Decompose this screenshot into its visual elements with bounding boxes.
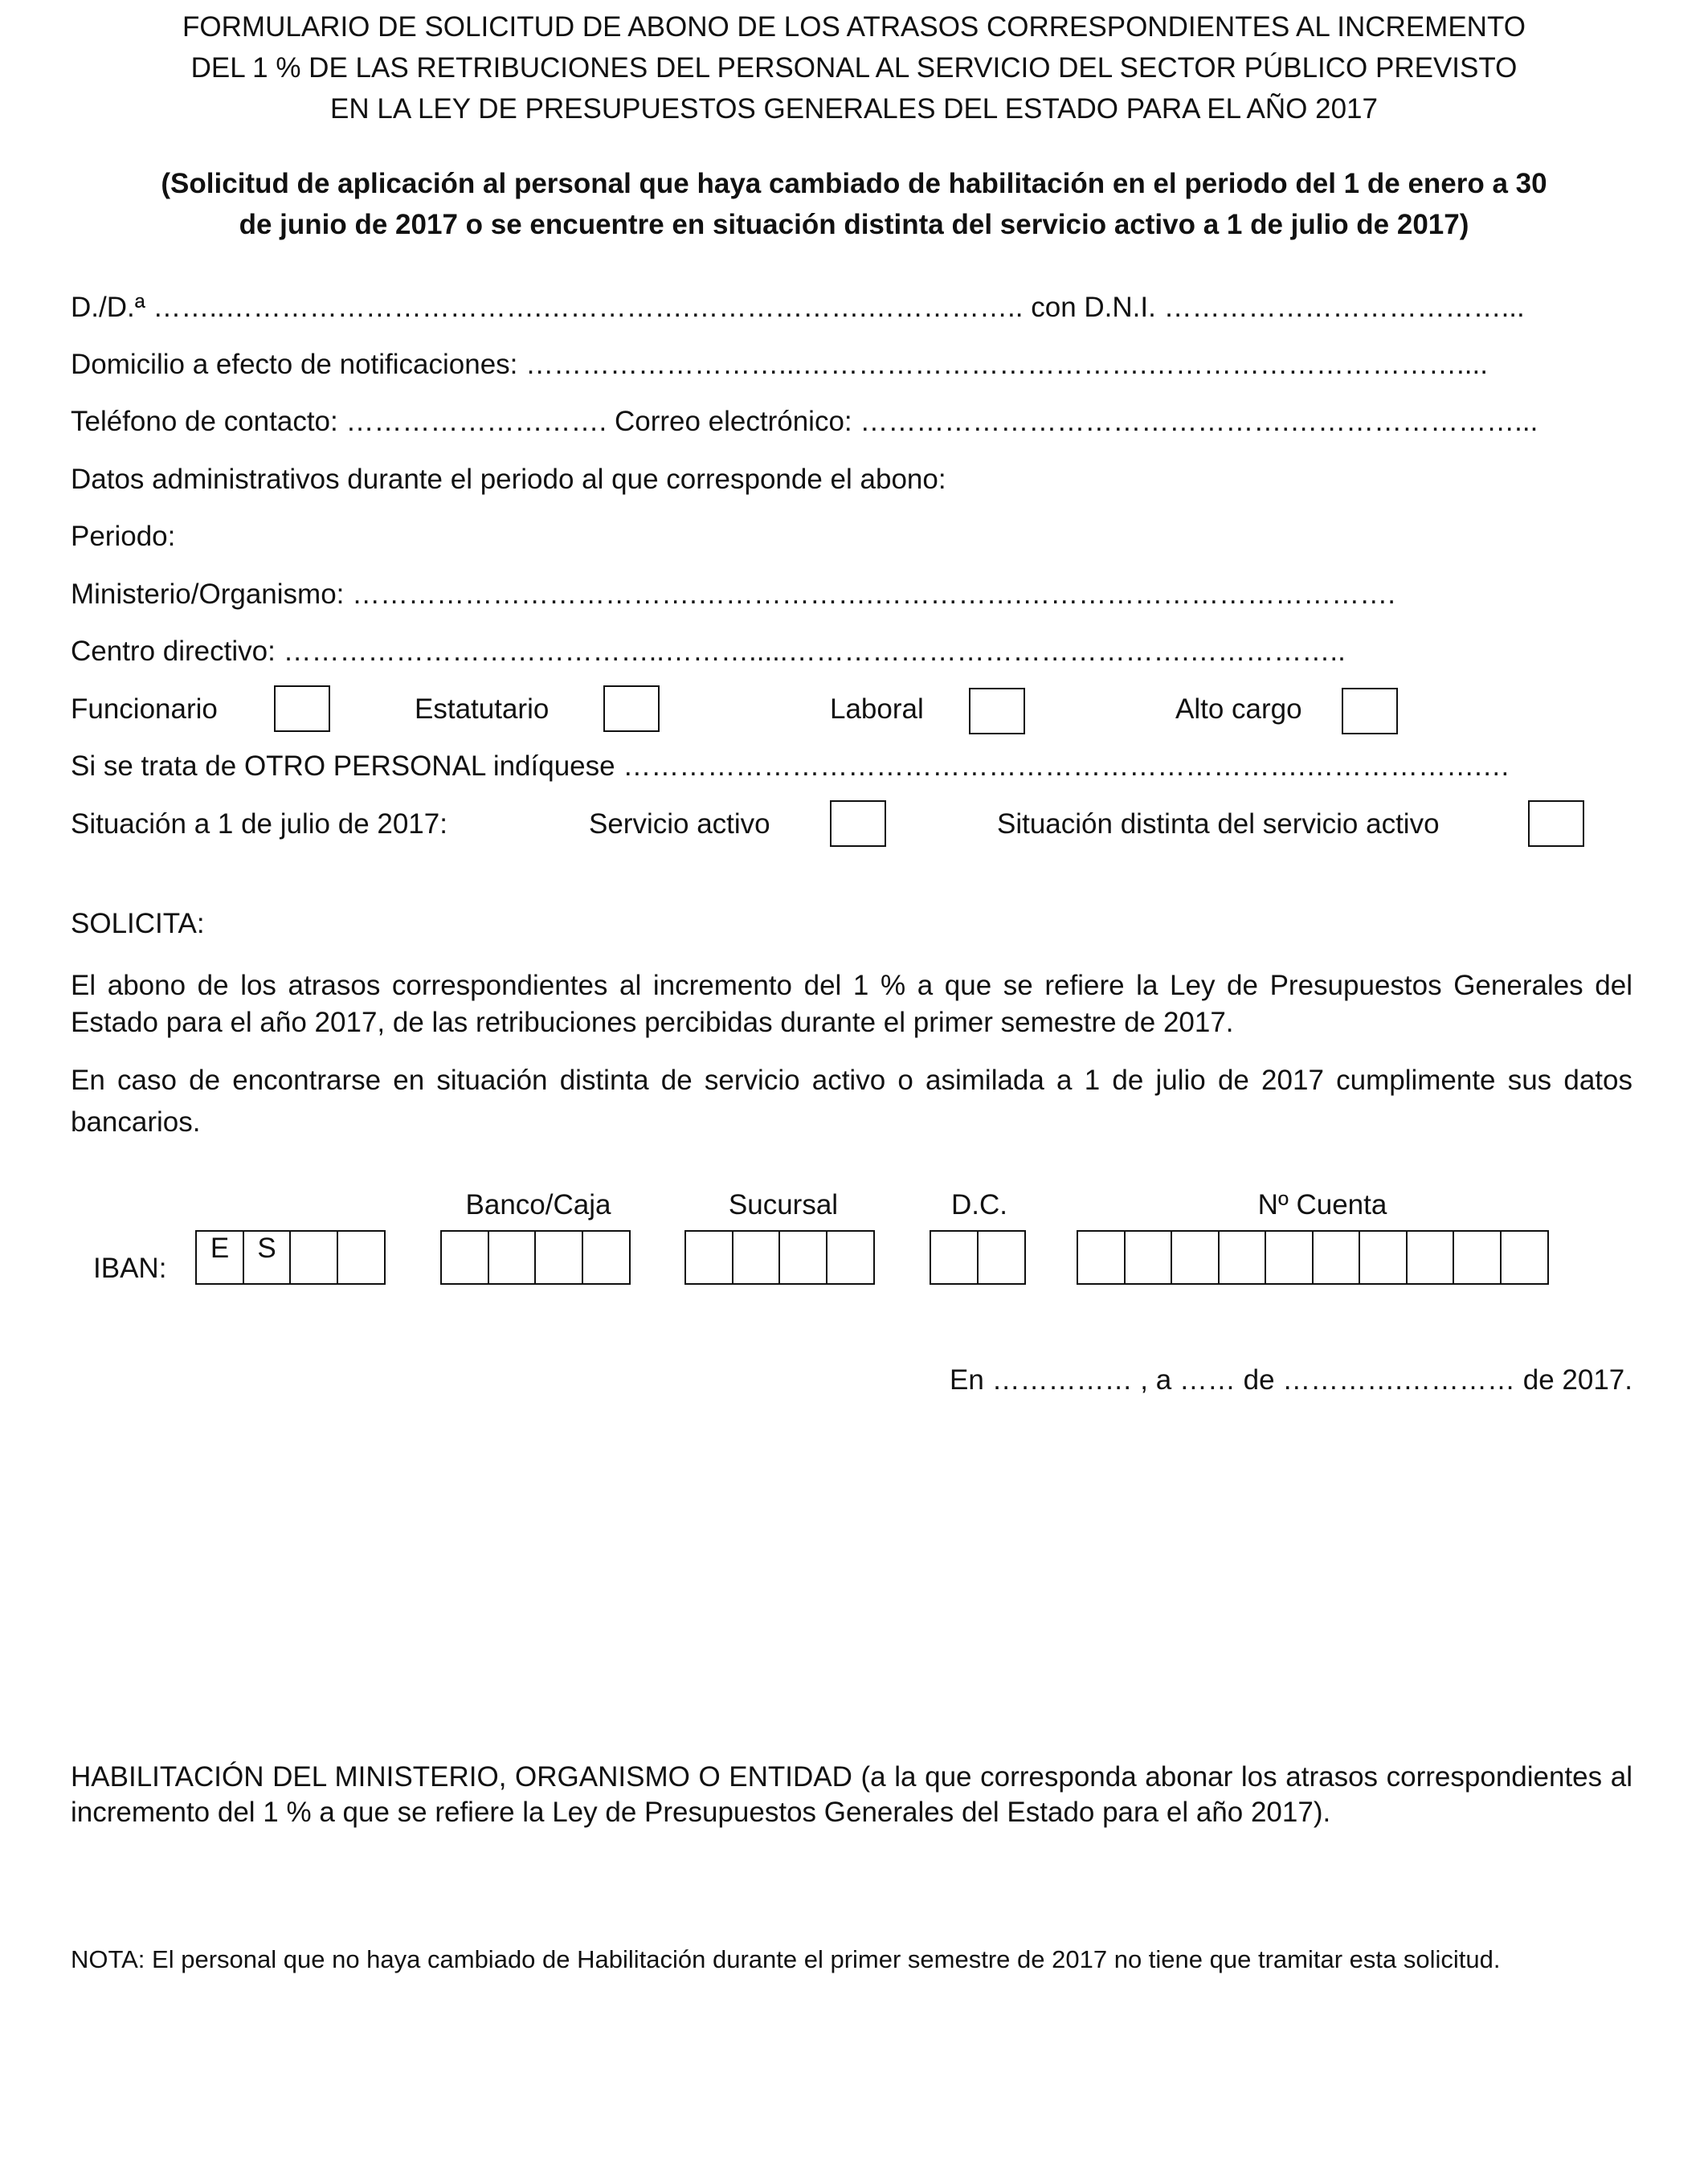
form-title-line-2: DEL 1 % DE LAS RETRIBUCIONES DEL PERSONAL AL SERVICIO DEL SECTOR PÚBLICO PREVISTO (190, 52, 1518, 84)
sucursal-cell[interactable] (826, 1230, 875, 1285)
name-row (71, 290, 1525, 325)
domicilio-label: Domicilio a efecto de notificaciones: (71, 349, 518, 380)
cuenta-cell[interactable] (1406, 1230, 1455, 1285)
cuenta-group (1077, 1230, 1549, 1285)
centro-row (71, 634, 1346, 669)
estatutario-checkbox[interactable] (603, 685, 660, 732)
iban-check-cell-2[interactable] (337, 1230, 386, 1285)
banco-cell[interactable] (534, 1230, 583, 1285)
alto-cargo-checkbox[interactable] (1342, 688, 1398, 734)
iban-country-cell-1[interactable]: E (195, 1230, 244, 1285)
cuenta-cell[interactable] (1077, 1230, 1126, 1285)
laboral-label: Laboral (830, 693, 924, 725)
cuenta-cell[interactable] (1124, 1230, 1173, 1285)
cuenta-cell[interactable] (1359, 1230, 1408, 1285)
cuenta-cell[interactable] (1171, 1230, 1220, 1285)
dc-group (930, 1230, 1026, 1285)
servicio-activo-checkbox[interactable] (830, 800, 886, 847)
correo-label: Correo electrónico: (614, 406, 852, 437)
situacion-distinta-checkbox[interactable] (1528, 800, 1584, 847)
sucursal-cell[interactable] (778, 1230, 827, 1285)
otro-personal-row (71, 749, 1510, 784)
iban-check-cell-1[interactable] (289, 1230, 338, 1285)
centro-field[interactable]: …………………………………..……….....…………………………………….…………….. (283, 636, 1346, 667)
cuenta-cell[interactable] (1500, 1230, 1549, 1285)
banco-cell[interactable] (440, 1230, 489, 1285)
dc-cell[interactable] (930, 1230, 979, 1285)
periodo-label: Periodo: (71, 521, 176, 552)
estatutario-label: Estatutario (415, 693, 550, 725)
iban-label: IBAN: (93, 1253, 167, 1284)
banco-group (440, 1230, 631, 1285)
iban-country-cell-2[interactable]: S (243, 1230, 292, 1285)
nota-paragraph: NOTA: El personal que no haya cambiado de Habilitación durante el primer semestre de 2017 no tiene que tramitar esta solicitud. (71, 1945, 1501, 1973)
funcionario-checkbox[interactable] (274, 685, 330, 732)
dc-label: D.C. (951, 1189, 1007, 1220)
correo-field[interactable]: ……………………………………….……………………... (860, 406, 1538, 437)
dni-label: con D.N.I. (1031, 292, 1156, 323)
ministerio-row (71, 577, 1395, 612)
domicilio-row (71, 347, 1488, 382)
funcionario-label: Funcionario (71, 693, 218, 725)
contact-row (71, 404, 1538, 440)
form-title (0, 6, 1708, 129)
sucursal-group (684, 1230, 875, 1285)
cuenta-cell[interactable] (1453, 1230, 1502, 1285)
form-subtitle (48, 163, 1660, 245)
solicita-paragraph-2: En caso de encontrarse en situación distinta de servicio activo o asimilada a 1 de julio de 2017 cumplimente sus datos bancarios. (71, 1065, 1632, 1138)
laboral-checkbox[interactable] (969, 688, 1025, 734)
banco-label: Banco/Caja (465, 1189, 611, 1220)
servicio-activo-label: Servicio activo (589, 808, 770, 840)
otro-personal-field[interactable]: ……………………………………………………………….……………….… (623, 750, 1510, 782)
alto-cargo-label: Alto cargo (1175, 693, 1302, 725)
datos-admin-label: Datos administrativos durante el periodo al que corresponde el abono: (71, 464, 946, 495)
form-title-line-3: EN LA LEY DE PRESUPUESTOS GENERALES DEL ESTADO PARA EL AÑO 2017 (330, 93, 1378, 125)
name-field[interactable]: ……..…………………………….…………….……………….…………….. (153, 292, 1024, 323)
cuenta-cell[interactable] (1312, 1230, 1361, 1285)
solicita-paragraph-1: El abono de los atrasos correspondientes al incremento del 1 % a que se refiere la Ley de Presupuestos Generales del Estado para el año 2017, de las retribuciones percibidas durante el primer semestre de 2017. (71, 970, 1632, 1038)
cuenta-label: Nº Cuenta (1257, 1189, 1387, 1220)
form-subtitle-line-1: (Solicitud de aplicación al personal que haya cambiado de habilitación en el periodo del 1 de enero a 30 (161, 168, 1547, 199)
ministerio-field[interactable]: ……………………………….……………….…………….…………………………………. (352, 579, 1396, 610)
date-line[interactable]: En …………… , a …… de ………….………… de 2017. (950, 1364, 1632, 1396)
solicita-heading: SOLICITA: (71, 908, 205, 939)
dni-field[interactable]: ………………………………... (1163, 292, 1525, 323)
form-subtitle-line-2: de junio de 2017 o se encuentre en situación distinta del servicio activo a 1 de julio de 2017) (239, 209, 1469, 240)
cuenta-cell[interactable] (1218, 1230, 1267, 1285)
domicilio-field[interactable]: ………………………...……………………………….…………………………….... (525, 349, 1488, 380)
centro-label: Centro directivo: (71, 636, 276, 667)
telefono-field[interactable]: ………………………. (345, 406, 607, 437)
cuenta-cell[interactable] (1265, 1230, 1314, 1285)
sucursal-cell[interactable] (684, 1230, 733, 1285)
banco-cell[interactable] (582, 1230, 631, 1285)
sucursal-label: Sucursal (728, 1189, 839, 1220)
telefono-label: Teléfono de contacto: (71, 406, 338, 437)
otro-personal-label: Si se trata de OTRO PERSONAL indíquese (71, 750, 615, 782)
sucursal-cell[interactable] (732, 1230, 781, 1285)
banco-cell[interactable] (488, 1230, 537, 1285)
name-label: D./D.ª (71, 292, 145, 323)
form-title-line-1: FORMULARIO DE SOLICITUD DE ABONO DE LOS ATRASOS CORRESPONDIENTES AL INCREMENTO (182, 11, 1526, 43)
situacion-label: Situación a 1 de julio de 2017: (71, 808, 447, 840)
iban-country-group (195, 1230, 386, 1285)
situacion-distinta-label: Situación distinta del servicio activo (997, 808, 1440, 840)
ministerio-label: Ministerio/Organismo: (71, 579, 345, 610)
dc-cell[interactable] (977, 1230, 1026, 1285)
habilitacion-paragraph: HABILITACIÓN DEL MINISTERIO, ORGANISMO O ENTIDAD (a la que corresponda abonar los atrasos correspondientes al incremento del 1 % a que se refiere la Ley de Presupuestos Generales del Estado para el año 2017). (71, 1761, 1632, 1828)
